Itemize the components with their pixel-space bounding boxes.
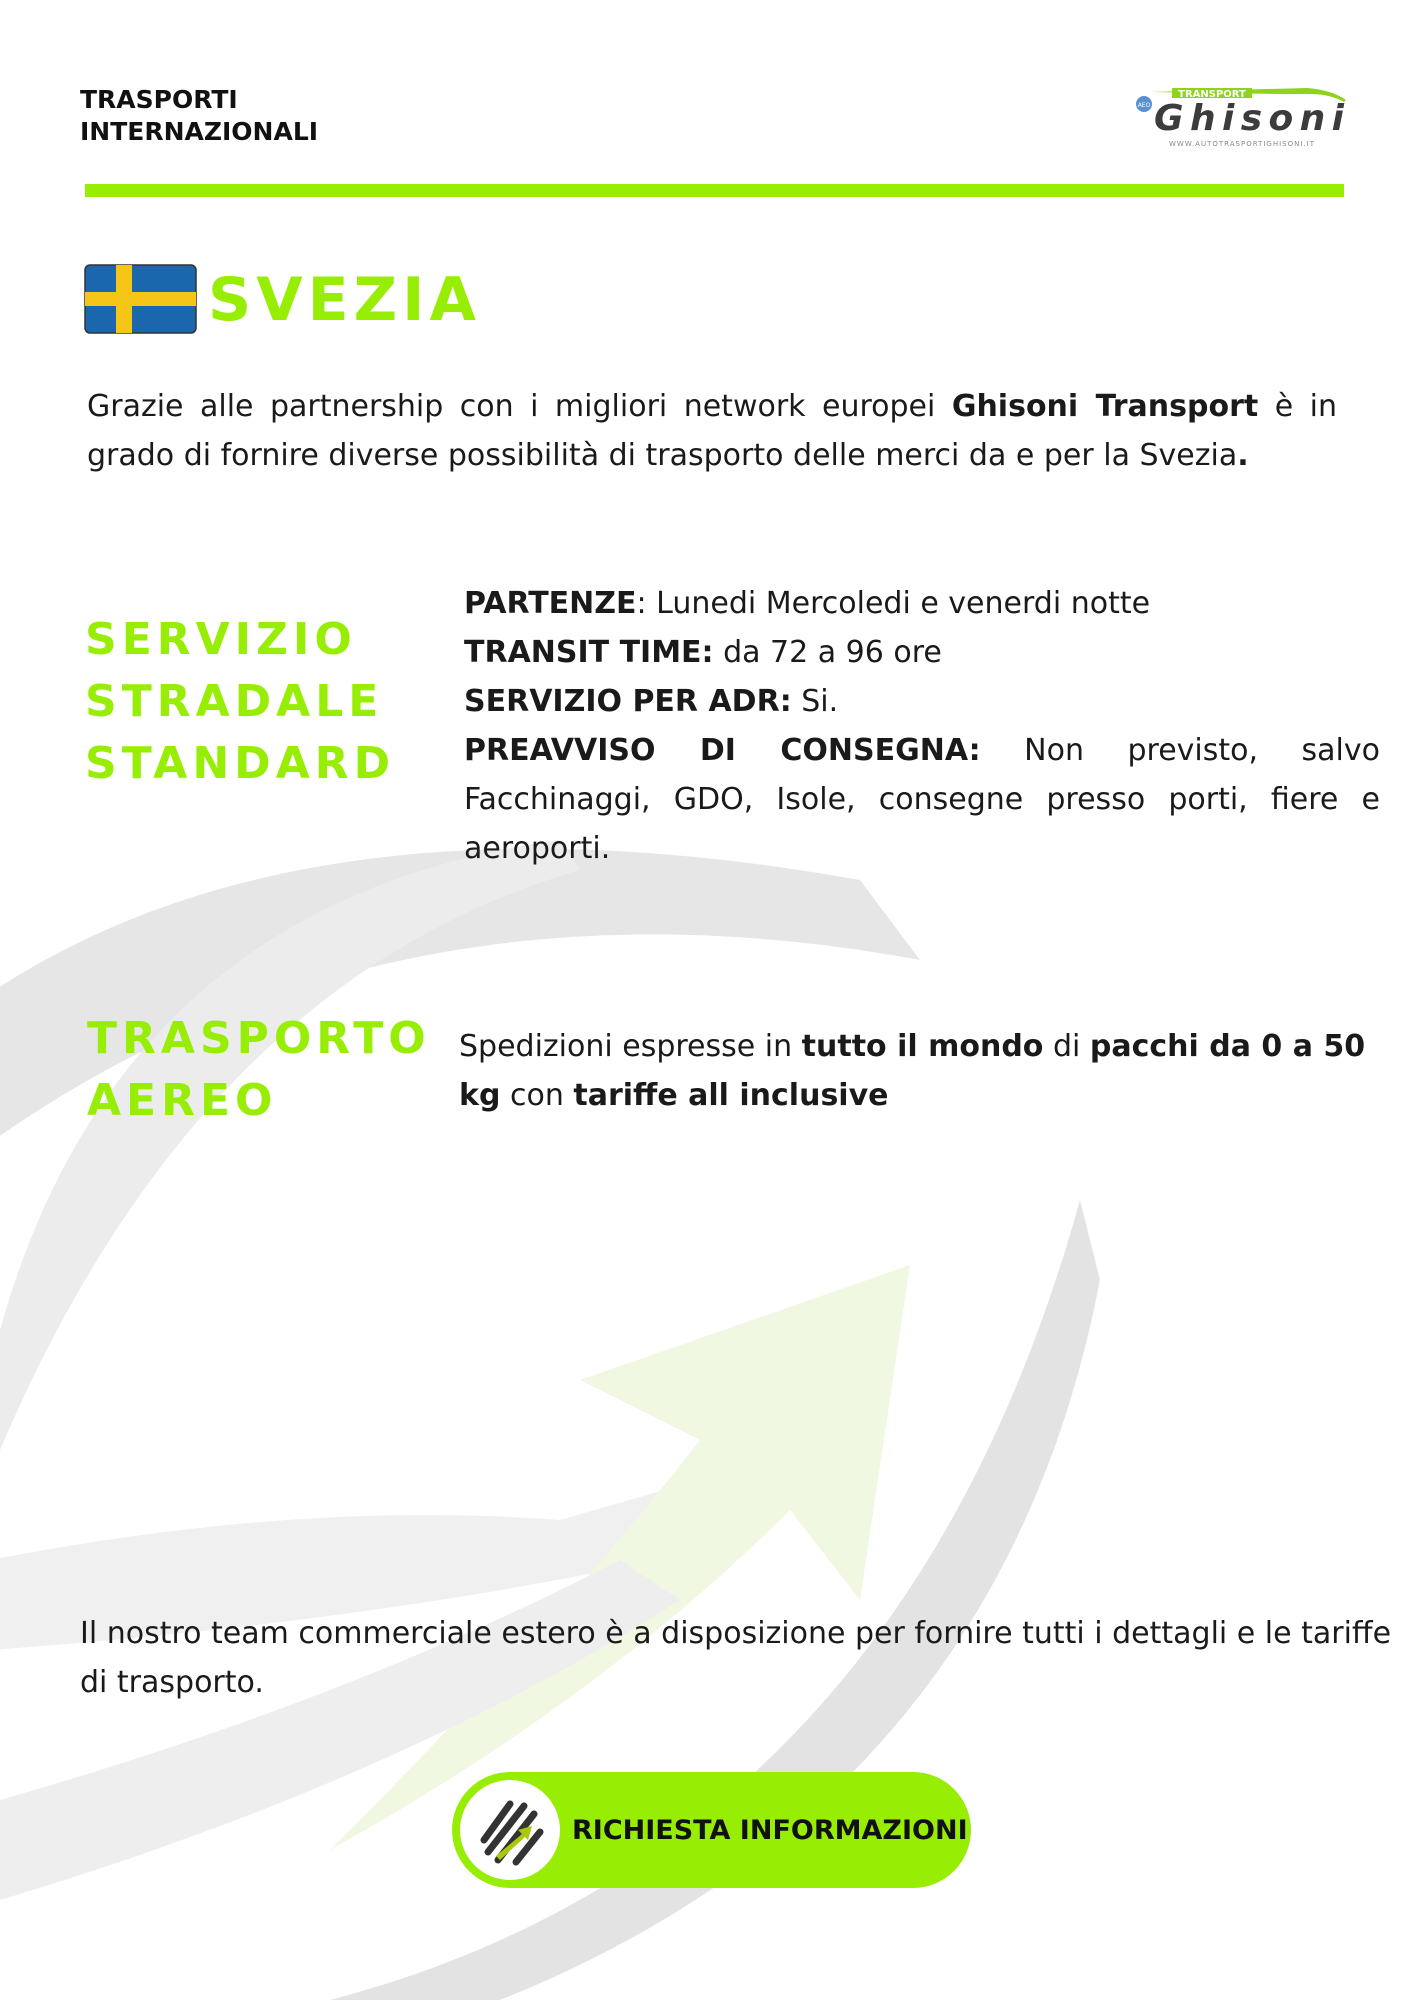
section-header	[80, 84, 318, 148]
detail-value: da 72 a 96 ore	[713, 635, 942, 670]
intro-period: .	[1237, 438, 1249, 473]
road-service-title	[85, 609, 395, 795]
svg-text:TRANSPORT: TRANSPORT	[1178, 89, 1246, 100]
text-bold: tariffe all inclusive	[573, 1078, 889, 1113]
road-service-details	[464, 579, 1380, 873]
detail-departures	[464, 579, 1380, 628]
detail-value: Non previsto, salvo Facchinaggi, GDO, Isole, consegne presso porti, fiere e aeroporti.	[464, 733, 1380, 866]
ghisoni-logo	[1132, 82, 1348, 150]
air-transport-details	[459, 1022, 1376, 1120]
sweden-flag-icon	[84, 264, 197, 334]
detail-label: SERVIZIO PER ADR:	[464, 684, 792, 719]
detail-value: : Lunedi Mercoledi e venerdi notte	[636, 586, 1151, 621]
svg-text:WWW.AUTOTRASPORTIGHISONI.IT: WWW.AUTOTRASPORTIGHISONI.IT	[1169, 140, 1315, 148]
detail-value: Si.	[791, 684, 839, 719]
detail-delivery-notice	[464, 726, 1380, 873]
text: con	[500, 1078, 574, 1113]
detail-label: PARTENZE	[464, 586, 637, 621]
text-bold: tutto il mondo	[801, 1029, 1044, 1064]
intro-text: è in grado di fornire diverse possibilità di trasporto delle merci da e per la Svezia	[87, 389, 1337, 473]
closing-paragraph: Il nostro team commerciale estero è a disposizione per fornire tutti i dettagli e le tariffe di trasporto.	[80, 1616, 1392, 1700]
intro-paragraph	[87, 382, 1337, 480]
intro-text: Grazie alle partnership con i migliori network europei	[87, 389, 952, 424]
title-line: TRASPORTO	[87, 1013, 431, 1064]
text-bold: pacchi da 0 a 50 kg	[459, 1029, 1366, 1113]
header-line-2: INTERNAZIONALI	[80, 117, 319, 146]
title-line: STANDARD	[85, 738, 396, 789]
detail-label: PREAVVISO DI CONSEGNA:	[464, 733, 981, 768]
title-line: AEREO	[87, 1075, 278, 1126]
title-line: STRADALE	[85, 676, 384, 727]
intro-brand: Ghisoni Transport	[951, 389, 1259, 424]
request-info-label: RICHIESTA INFORMAZIONI	[572, 1814, 968, 1846]
title-line: SERVIZIO	[85, 614, 357, 665]
globe-arrow-icon	[460, 1780, 560, 1880]
text: Spedizioni espresse in	[459, 1029, 802, 1064]
svg-text:AEO: AEO	[1137, 102, 1151, 109]
detail-adr	[464, 677, 1380, 726]
detail-transit-time	[464, 628, 1380, 677]
detail-label: TRANSIT TIME:	[464, 635, 714, 670]
request-info-button[interactable]	[452, 1772, 971, 1888]
header-line-1: TRASPORTI	[80, 85, 238, 114]
svg-text:Ghisoni: Ghisoni	[1154, 98, 1344, 139]
text: di	[1043, 1029, 1090, 1064]
accent-divider	[85, 184, 1344, 197]
country-title: SVEZIA	[208, 265, 481, 335]
air-transport-title	[87, 1008, 431, 1132]
